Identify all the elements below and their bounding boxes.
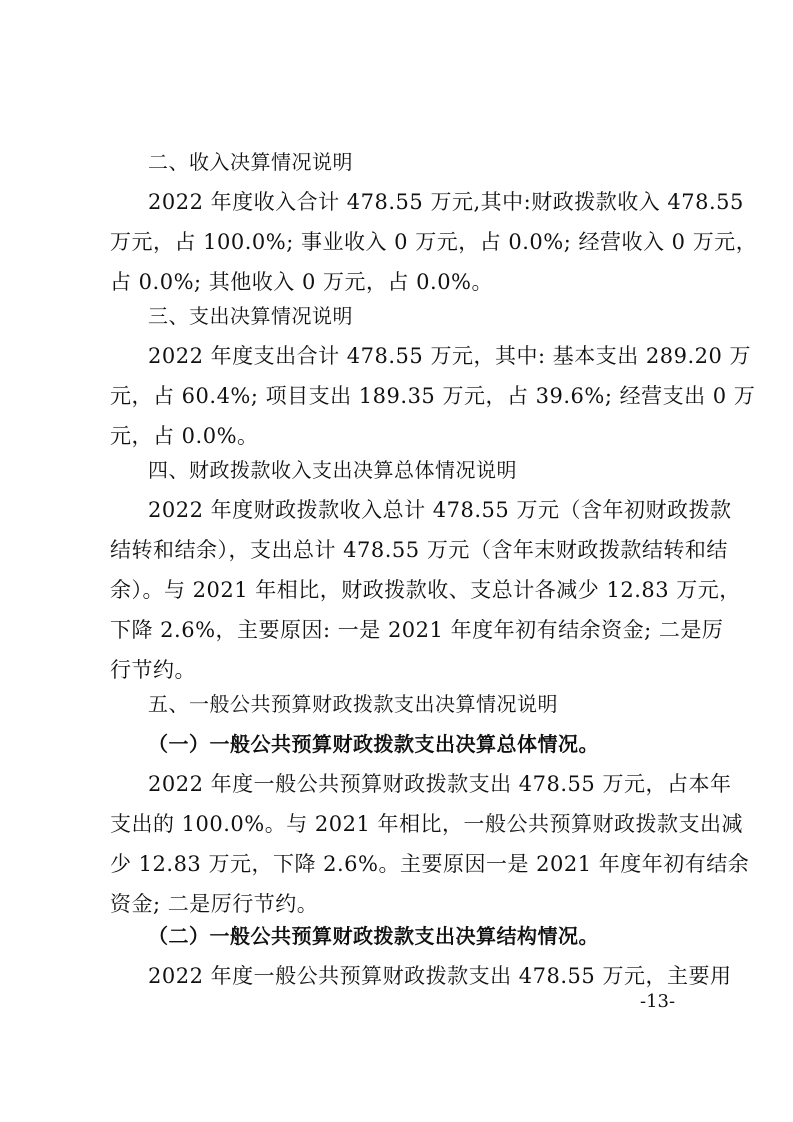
- paragraph-line: 余）。与 2021 年相比，财政拨款收、支总计各减少 12.83 万元，: [110, 578, 741, 602]
- section-heading-income: 二、收入决算情况说明: [148, 150, 353, 174]
- subsection-heading-overall: （一）一般公共预算财政拨款支出决算总体情况。: [148, 732, 599, 756]
- paragraph-line: 元，占 0.0%。: [110, 424, 259, 448]
- paragraph-line: 占 0.0%; 其他收入 0 万元，占 0.0%。: [110, 270, 494, 294]
- section-heading-general-budget: 五、一般公共预算财政拨款支出决算情况说明: [148, 692, 558, 716]
- paragraph-line: 万元，占 100.0%; 事业收入 0 万元，占 0.0%; 经营收入 0 万元，: [110, 230, 758, 254]
- paragraph-line: 下降 2.6%，主要原因: 一是 2021 年度年初有结余资金; 二是厉: [110, 618, 724, 642]
- paragraph-line: 资金; 二是厉行节约。: [110, 892, 319, 916]
- paragraph-line: 2022 年度收入合计 478.55 万元,其中:财政拨款收入 478.55: [148, 190, 744, 214]
- page-number: -13-: [640, 991, 676, 1012]
- paragraph-line: 少 12.83 万元，下降 2.6%。主要原因一是 2021 年度年初有结余: [110, 852, 750, 876]
- subsection-heading-structure: （二）一般公共预算财政拨款支出决算结构情况。: [148, 924, 599, 948]
- section-heading-fiscal-overall: 四、财政拨款收入支出决算总体情况说明: [148, 458, 517, 482]
- paragraph-line: 2022 年度支出合计 478.55 万元，其中: 基本支出 289.20 万: [148, 344, 752, 368]
- paragraph-line: 支出的 100.0%。与 2021 年相比，一般公共预算财政拨款支出减: [110, 812, 744, 836]
- paragraph-line: 2022 年度一般公共预算财政拨款支出 478.55 万元，占本年: [148, 772, 732, 796]
- paragraph-line: 行节约。: [110, 658, 196, 682]
- paragraph-line: 2022 年度一般公共预算财政拨款支出 478.55 万元，主要用: [148, 964, 732, 988]
- paragraph-line: 2022 年度财政拨款收入总计 478.55 万元（含年初财政拨款: [148, 498, 732, 522]
- paragraph-line: 结转和结余），支出总计 478.55 万元（含年末财政拨款结转和结: [110, 538, 728, 562]
- paragraph-line: 元，占 60.4%; 项目支出 189.35 万元，占 39.6%; 经营支出 0 万: [110, 384, 756, 408]
- section-heading-expenditure: 三、支出决算情况说明: [148, 304, 353, 328]
